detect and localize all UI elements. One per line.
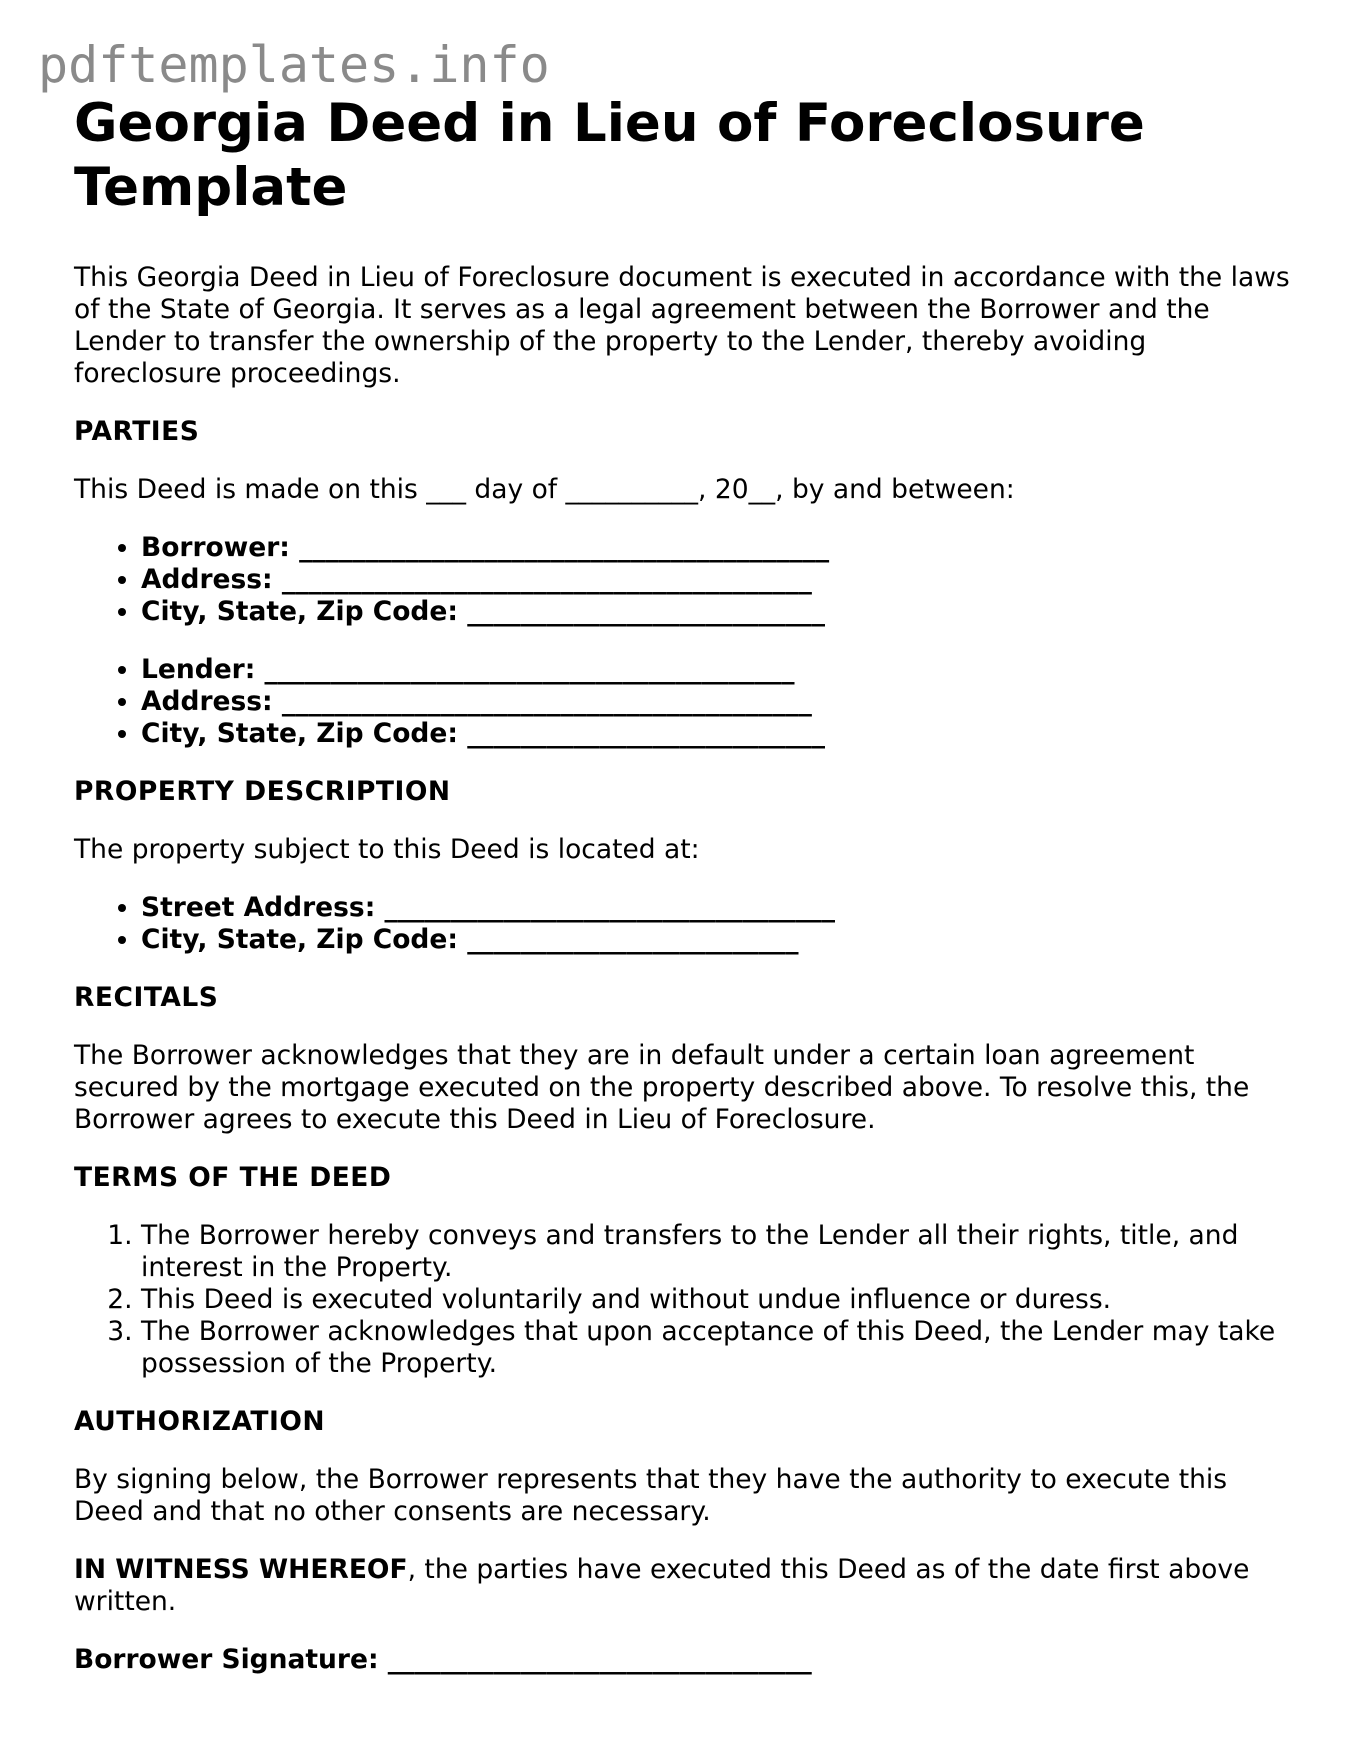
- terms-list: [74, 1220, 1294, 1380]
- borrower-signature-label: Borrower Signature: ________________________________: [74, 1644, 812, 1675]
- parties-heading: PARTIES: [74, 416, 200, 447]
- property-list: [74, 892, 1294, 956]
- terms-heading: TERMS OF THE DEED: [74, 1162, 392, 1193]
- authorization-text: By signing below, the Borrower represents that they have the authority to execute this Deed and that no other consents are necessary.: [74, 1464, 1228, 1527]
- term-item: 2. This Deed is executed voluntarily and without undue influence or duress.: [141, 1284, 1294, 1316]
- property-heading: PROPERTY DESCRIPTION: [74, 776, 451, 807]
- page-title: Georgia Deed in Lieu of Foreclosure Template: [74, 93, 1145, 218]
- parties-date-line: This Deed is made on this ___ day of __________, 20__, by and between:: [74, 474, 1015, 505]
- recitals-heading: RECITALS: [74, 982, 219, 1013]
- lender-list: [74, 654, 1294, 750]
- lender-name-field: • Lender: ________________________________________: [141, 654, 1294, 686]
- watermark: pdftemplates.info: [38, 36, 550, 94]
- borrower-signature-line: [74, 1644, 1294, 1676]
- intro-paragraph: This Georgia Deed in Lieu of Foreclosure document is executed in accordance with the laws of the State of Georgia. It serves as a legal agreement between the Borrower and the Lender to transfer the ownership of the property to the Lender, thereby avoiding foreclosure proceedings.: [74, 262, 1290, 389]
- witness-bold: IN WITNESS WHEREOF: [74, 1554, 408, 1585]
- witness-rest: , the parties have executed this Deed as of the date first above written.: [74, 1554, 1250, 1617]
- property-text: The property subject to this Deed is located at:: [74, 834, 700, 865]
- term-item: 3. The Borrower acknowledges that upon acceptance of this Deed, the Lender may take possession of the Property.: [141, 1316, 1294, 1380]
- lender-address-field: • Address: ________________________________________: [141, 686, 1294, 718]
- lender-city-field: • City, State, Zip Code: ___________________________: [141, 718, 1294, 750]
- borrower-list: [74, 532, 1294, 628]
- borrower-address-field: • Address: ________________________________________: [141, 564, 1294, 596]
- document: [74, 92, 1294, 1676]
- witness-paragraph: [74, 1554, 1294, 1618]
- property-street-field: • Street Address: __________________________________: [141, 892, 1294, 924]
- term-item: 1. The Borrower hereby conveys and transfers to the Lender all their rights, title, and interest in the Property.: [141, 1220, 1294, 1284]
- recitals-text: The Borrower acknowledges that they are in default under a certain loan agreement secured by the mortgage executed on the property described above. To resolve this, the Borrower agrees to execute this Deed in Lieu of Foreclosure.: [74, 1040, 1250, 1135]
- borrower-city-field: • City, State, Zip Code: ___________________________: [141, 596, 1294, 628]
- authorization-heading: AUTHORIZATION: [74, 1406, 326, 1437]
- borrower-name-field: • Borrower: ________________________________________: [141, 532, 1294, 564]
- property-city-field: • City, State, Zip Code: _________________________: [141, 924, 1294, 956]
